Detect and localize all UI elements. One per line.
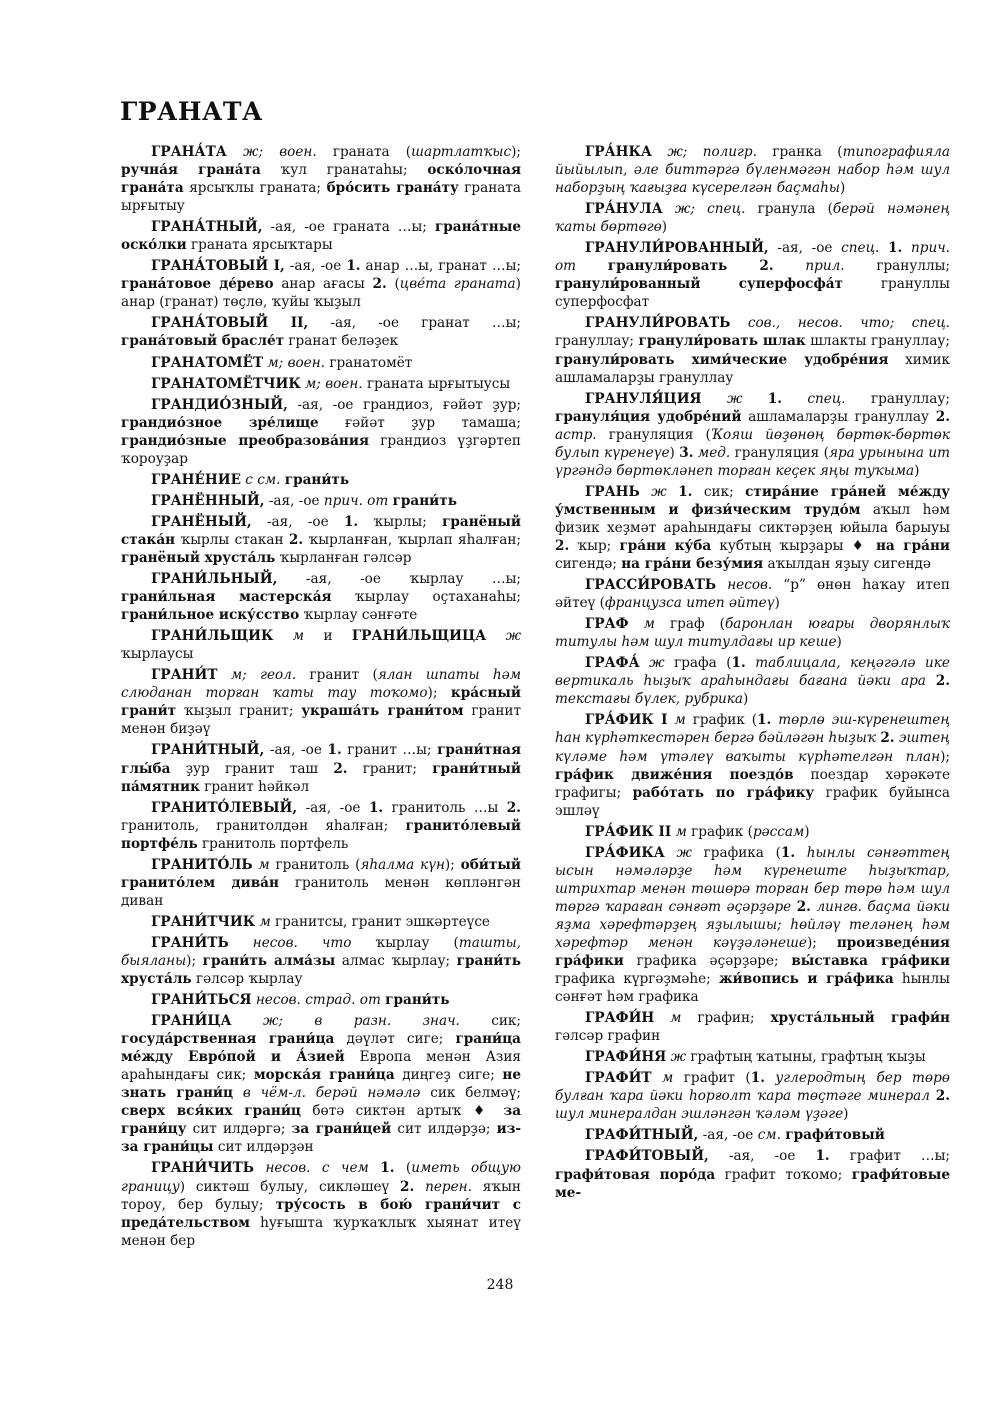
dictionary-entry: ГРАФИ́Н м графин; хруста́льный графи́н гәлсәр графин xyxy=(555,1010,950,1045)
dictionary-entry: ГРАНАТОМЁТ м; воен. гранатомёт xyxy=(151,354,413,371)
dictionary-entry: ГРАФИ́ТНЫЙ, -ая, -ое см. графи́товый xyxy=(585,1127,885,1144)
dictionary-entry: ГРА́НУЛА ж; спец. гранула (берәй нәмәнең ҡаты бөртөгө) xyxy=(555,201,950,236)
dictionary-entry: ГРАФА́ ж графа (1. таблицала, кеңәгәлә ике вертикаль һыҙыҡ араһындағы бағана йәки ара 2. текстағы бүлек, рубрика) xyxy=(555,655,950,708)
dictionary-entry: ГРАНИ́ТЬСЯ несов. страд. от грани́ть xyxy=(151,992,450,1009)
dictionary-entry: ГРА́ФИК I м график (1. төрлө эш-күренештең һан күрһәткестәрен бергә бәйләгән һыҙыҡ 2. эштең күләме һәм үтәлеү ваҡыты күрһәтелгән план); гра́фик движе́ния поездо́в поездар хәрәкәте графигы; рабо́тать по гра́фику график буйынса эшләү xyxy=(555,712,950,819)
dictionary-entry: ГРАНА́ТОВЫЙ II, -ая, -ое гранат …ы; грана́товый брасле́т гранат беләҙек xyxy=(121,315,521,350)
dictionary-entry: ГРАНДИО́ЗНЫЙ, -ая, -ое грандиоз, ғәйәт ҙур; грандио́зное зре́лище ғәйәт ҙур тамаша; грандио́зные преобразова́ния грандиоз үҙгәртеп ҡороуҙар xyxy=(121,396,521,467)
dictionary-entry: ГРАНИТО́ЛЬ м гранитоль (яһалма күн); оби́тый гранито́лем дива́н гранитоль менән көпләнгән диван xyxy=(121,856,521,909)
dictionary-entry: ГРАНА́ТОВЫЙ I, -ая, -ое 1. анар …ы, гранат …ы; грана́товое де́рево анар ағасы 2. (цве́та граната) анар (гранат) төҫлө, ҡуйы ҡыҙыл xyxy=(121,258,521,311)
page-number: 248 xyxy=(486,1277,514,1293)
right-column xyxy=(555,143,950,1205)
dictionary-entry: ГРАНЁННЫЙ, -ая, -ое прич. от грани́ть xyxy=(151,492,457,509)
dictionary-entry: ГРАФ м граф (баронлан юғары дворянлыҡ титулы һәм шул титулдағы ир кеше) xyxy=(555,616,950,651)
dictionary-entry: ГРА́НКА ж; полигр. гранка (типографияла йыйылып, әле биттәргә бүленмәгән набор һәм шул наборҙың ҡағыҙға күсерелгән баҫмаһы) xyxy=(555,144,950,197)
dictionary-entry: ГРАНА́ТА ж; воен. граната (шартлатҡыс); ручна́я грана́та ҡул гранатаһы; оско́лочная грана́та ярсыҡлы граната; бро́сить грана́ту граната ырғытыу xyxy=(121,144,522,215)
page-header: ГРАНАТА xyxy=(120,97,263,126)
dictionary-entry: ГРАНИ́ТНЫЙ, -ая, -ое 1. гранит …ы; грани́тная глы́ба ҙур гранит таш 2. гранит; грани́тный па́мятник гранит һәйкәл xyxy=(121,742,521,795)
dictionary-entry: ГРАССИ́РОВАТЬ несов. “р” өнөн һаҡау итеп әйтеү (французса итеп әйтеү) xyxy=(555,577,950,612)
dictionary-entry: ГРАФИ́НЯ ж графтың ҡатыны, графтың ҡыҙы xyxy=(585,1049,926,1066)
left-column xyxy=(121,143,521,1253)
dictionary-entry: ГРАНЁНЫЙ, -ая, -ое 1. ҡырлы; гранёный стака́н ҡырлы стакан 2. ҡырланған, ҡырлап яһалған; гранёный хруста́ль ҡырланған гәлсәр xyxy=(121,513,521,566)
dictionary-entry: ГРАНИТО́ЛЕВЫЙ, -ая, -ое 1. гранитоль …ы 2. гранитоль, гранитолдән яһалған; гранито́левый портфе́ль гранитоль портфель xyxy=(121,799,521,852)
dictionary-entry: ГРАНУЛЯ́ЦИЯ ж 1. спец. грануллау; грануля́ция удобре́ний ашламаларҙы грануллау 2. астр. грануляция (Ҡояш йөҙөнөң бөртөк-бөртөк булып күренеүе) 3. мед. грануляция (яра урынына ит үргәндә бөртөкләнеп торған кеҫек яңы туҡыма) xyxy=(555,390,950,479)
dictionary-entry: ГРАНУЛИ́РОВАННЫЙ, -ая, -ое спец. 1. прич. от гранули́ровать 2. прил. грануллы; гранули́рованный суперфосфа́т грануллы суперфосфат xyxy=(555,240,950,311)
dictionary-entry: ГРАНИ́ЦА ж; в разн. знач. сик; госуда́рственная грани́ца дәүләт сиге; грани́ца ме́жду Евро́пой и А́зией Европа менән Азия араһындағы сик; морска́я грани́ца диңгеҙ сиге; не знать грани́ц в чём-л. берәй нәмәлә сик белмәү; сверх вся́ких грани́ц бөтә сиктән артыҡ ♦ за грани́цу сит илдәргә; за грани́цей сит илдәрҙә; из-за грани́цы сит илдәрҙән xyxy=(121,1013,522,1156)
dictionary-entry: ГРАФИ́ТОВЫЙ, -ая, -ое 1. графит …ы; графи́товая поро́да графит тоҡомо; графи́товые ме- xyxy=(555,1148,950,1201)
dictionary-entry: ГРАНА́ТНЫЙ, -ая, -ое граната …ы; грана́тные оско́лки граната ярсыҡтары xyxy=(121,219,521,254)
dictionary-entry: ГРАНЕ́НИЕ с см. грани́ть xyxy=(151,471,350,488)
dictionary-entry: ГРАНАТОМЁТЧИК м; воен. граната ырғытыусы xyxy=(151,375,511,392)
dictionary-entry: ГРАНИ́Т м; геол. гранит (ялан шпаты һәм слюданан торған ҡаты тау тоҡомо); кра́сный грани́т ҡыҙыл гранит; украша́ть грани́том гранит менән биҙәү xyxy=(121,667,522,738)
dictionary-entry: ГРАНИ́ТЧИК м гранитсы, гранит эшкәртеүсе xyxy=(151,913,490,930)
dictionary-entry: ГРАНИ́ТЬ несов. что ҡырлау (ташты, быяланы); грани́ть алма́зы алмас ҡырлау; грани́ть хруста́ль гәлсәр ҡырлау xyxy=(121,934,521,988)
dictionary-entry: ГРАНИ́ЧИТЬ несов. с чем 1. (иметь общую границу) сиктәш булыу, сикләшеү 2. перен. яҡын тороу, бер булыу; тру́сость в бою́ грани́чит с преда́тельством һуғышта ҡурҡаҡлыҡ хыянат итеү менән бер xyxy=(121,1160,522,1249)
dictionary-entry: ГРА́ФИКА ж графика (1. һынлы сәнғәттең ысын нәмәләрҙе һәм күренеште һыҙыҡтар, штрихтар менән төшөрә торған бер төрө һәм шул төргә ҡараған сәнғәт әҫәрҙәре 2. лингв. баҫма йәки яҙма хәрефтәрҙең яҙылышы; һөйләү теләнең һәм хәрефтәр менән кәүҙәләнешe); произведе́ния гра́фики графика әҫәрҙәре; вы́ставка гра́фики графика күргәҙмәһе; жи́вопись и гра́фика һынлы сәнғәт һәм графика xyxy=(555,844,950,1006)
dictionary-entry: ГРАНЬ ж 1. сик; стира́ние гра́ней ме́жду у́мственным и физи́ческим трудо́м аҡыл һәм физик хеҙмәт араһындағы сиктәрҙең юйыла барыуы 2. ҡыр; гра́ни ку́ба кубтың ҡырҙары ♦ на гра́ни сигендә; на гра́ни безу́мия аҡылдан яҙыу сигендә xyxy=(555,483,950,573)
dictionary-entry: ГРАФИ́Т м графит (1. углеродтың бер төрө булған ҡара йәки һорғолт ҡара төҫтәге минерал 2. шул минералдан эшләнгән ҡәләм үҙәге) xyxy=(555,1070,950,1123)
dictionary-entry: ГРАНИ́ЛЬЩИК м и ГРАНИ́ЛЬЩИЦА ж ҡырлаусы xyxy=(121,628,522,663)
dictionary-entry: ГРАНИ́ЛЬНЫЙ, -ая, -ое ҡырлау …ы; грани́льная мастерска́я ҡырлау оҫтаханаһы; грани́льное иску́сство ҡырлау сәнғәте xyxy=(121,571,521,624)
dictionary-entry: ГРА́ФИК II м график (рәссам) xyxy=(585,823,810,840)
dictionary-entry: ГРАНУЛИ́РОВАТЬ сов., несов. что; спец. грануллау; гранули́ровать шлак шлакты грануллау; гранули́ровать хими́ческие удобре́ния химик ашламаларҙы грануллау xyxy=(555,315,950,386)
